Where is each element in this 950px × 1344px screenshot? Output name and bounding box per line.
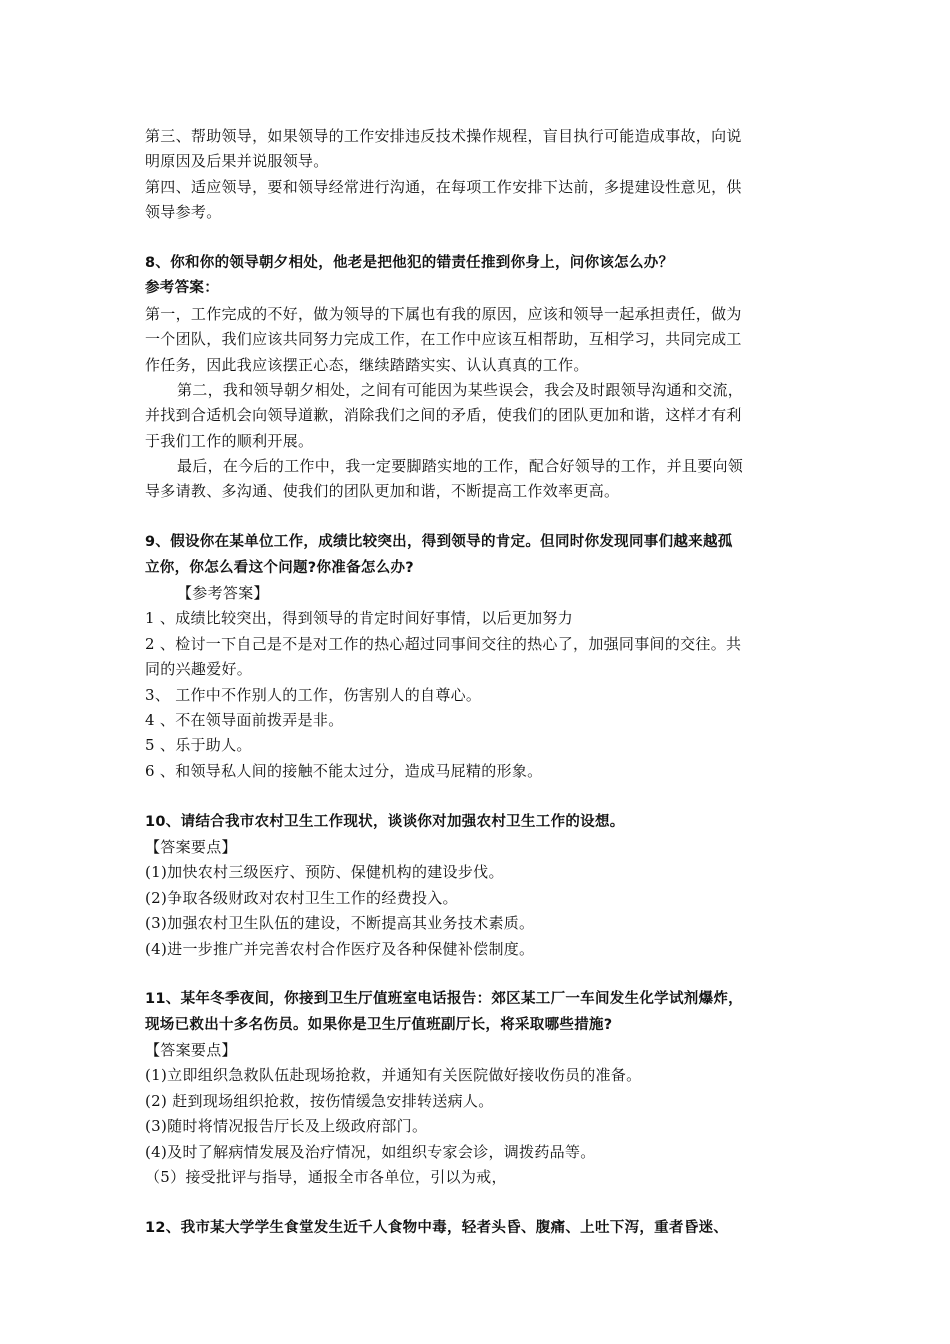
- text-line: 最后，在今后的工作中，我一定要脚踏实地的工作，配合好领导的工作，并且要向领: [177, 457, 744, 476]
- paragraph-gap: [145, 784, 813, 809]
- text-line: (1)立即组织急救队伍赴现场抢救，并通知有关医院做好接收伤员的准备。: [145, 1066, 642, 1085]
- question-heading-line: 10、请结合我市农村卫生工作现状，谈谈你对加强农村卫生工作的设想。: [145, 813, 625, 830]
- paragraph-gap: [145, 505, 813, 530]
- text-line: 一个团队，我们应该共同努力完成工作，在工作中应该互相帮助，互相学习，共同完成工: [145, 330, 742, 349]
- text-line: 【参考答案】: [177, 584, 269, 603]
- text-line: 4 、不在领导面前拨弄是非。: [145, 710, 344, 729]
- text-line: (4)进一步推广并完善农村合作医疗及各种保健补偿制度。: [145, 939, 535, 958]
- text-line: 5 、乐于助人。: [145, 736, 252, 755]
- question-heading-line: 9、假设你在某单位工作，成绩比较突出，得到领导的肯定。但同时你发现同事们越来越孤: [145, 534, 733, 551]
- text-line: 6 、和领导私人间的接触不能太过分，造成马屁精的形象。: [145, 761, 543, 780]
- text-section: [145, 124, 813, 226]
- text-line: (3)加强农村卫生队伍的建设，不断提高其业务技术素质。: [145, 914, 535, 933]
- text-line: 3、 工作中不作别人的工作，伤害别人的自尊心。: [145, 685, 482, 704]
- text-line: （5）接受批评与指导，通报全市各单位，引以为戒，: [145, 1168, 507, 1187]
- text-line: 于我们工作的顺利开展。: [145, 431, 314, 450]
- text-line: 1 、成绩比较突出，得到领导的肯定时间好事情，以后更加努力: [145, 609, 574, 628]
- text-line: (3)随时将情况报告厅长及上级政府部门。: [145, 1117, 428, 1136]
- text-line: 第一，工作完成的不好，做为领导的下属也有我的原因，应该和领导一起承担责任，做为: [145, 304, 742, 323]
- text-line: (2) 赶到现场组织抢救，按伤情缓急安排转送病人。: [145, 1091, 494, 1110]
- text-line: 2 、检讨一下自己是不是对工作的热心超过同事间交往的热心了，加强同事间的交往。共: [145, 634, 742, 653]
- paragraph-gap: [145, 962, 813, 987]
- question-heading-line: 8、你和你的领导朝夕相处，他老是把他犯的错责任推到你身上，问你该怎么办？: [145, 254, 674, 271]
- question-heading-line: 立你，你怎么看这个问题?你准备怎么办?: [145, 559, 415, 576]
- text-line: (2)争取各级财政对农村卫生工作的经费投入。: [145, 888, 458, 907]
- question-heading-line: 参考答案：: [145, 280, 219, 297]
- text-section: [145, 987, 813, 1190]
- document-page: [145, 124, 813, 1241]
- paragraph-gap: [145, 226, 813, 251]
- text-line: 同的兴趣爱好。: [145, 660, 253, 679]
- question-heading-line: 11、某年冬季夜间，你接到卫生厅值班室电话报告：郊区某工厂一车间发生化学试剂爆炸，: [145, 991, 743, 1008]
- text-line: (1)加快农村三级医疗、预防、保健机构的建设步伐。: [145, 863, 504, 882]
- text-line: 第四、适应领导，要和领导经常进行沟通，在每项工作安排下达前，多提建设性意见，供: [145, 177, 742, 196]
- text-section: [145, 1216, 813, 1241]
- text-line: 并找到合适机会向领导道歉，消除我们之间的矛盾，使我们的团队更加和谐，这样才有利: [145, 406, 742, 425]
- text-section: [145, 251, 813, 505]
- text-line: 导多请教、多沟通、使我们的团队更加和谐，不断提高工作效率更高。: [145, 482, 620, 501]
- paragraph-gap: [145, 1190, 813, 1215]
- question-heading-line: 12、我市某大学学生食堂发生近千人食物中毒，轻者头昏、腹痛、上吐下泻，重者昏迷、: [145, 1219, 729, 1236]
- text-line: 【答案要点】: [145, 1041, 237, 1060]
- text-line: 明原因及后果并说服领导。: [145, 152, 329, 171]
- question-heading-line: 现场已救出十多名伤员。如果你是卫生厅值班副厅长，将采取哪些措施?: [145, 1016, 613, 1033]
- text-section: [145, 530, 813, 784]
- text-line: 第三、帮助领导，如果领导的工作安排违反技术操作规程，盲目执行可能造成事故，向说: [145, 127, 742, 145]
- text-line: (4)及时了解病情发展及治疗情况，如组织专家会诊，调拨药品等。: [145, 1142, 596, 1161]
- text-line: 【答案要点】: [145, 837, 237, 856]
- text-line: 第二，我和领导朝夕相处，之间有可能因为某些误会，我会及时跟领导沟通和交流，: [177, 380, 744, 399]
- text-line: 领导参考。: [145, 203, 222, 222]
- text-line: 作任务，因此我应该摆正心态，继续踏踏实实、认认真真的工作。: [145, 355, 589, 374]
- text-section: [145, 810, 813, 962]
